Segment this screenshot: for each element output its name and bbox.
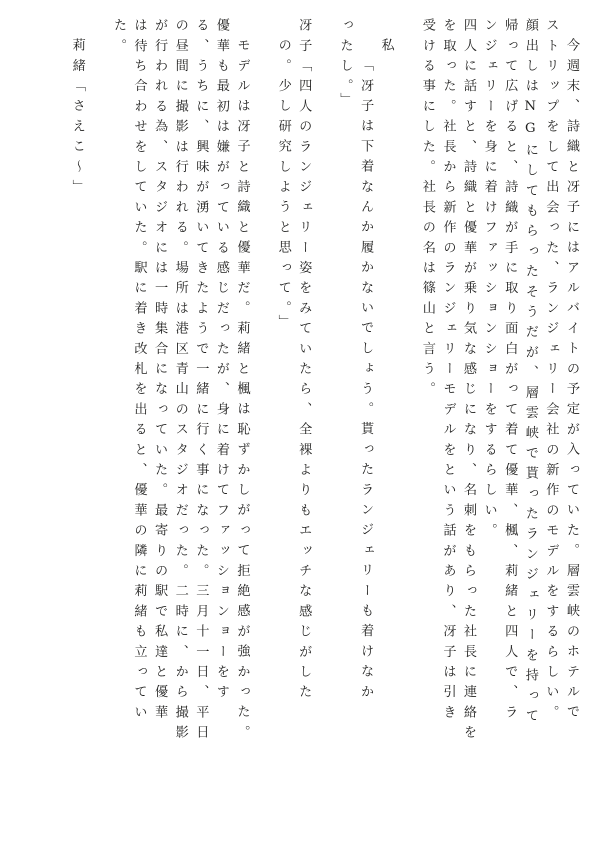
text-column: ストリップをして出会った、ランジェリー会社の新作のモデルをするらしい。 xyxy=(543,18,559,725)
text-column: 優華も最初は嫌がっている感じだったが、身に着けてファッションョーをす xyxy=(213,18,229,705)
text-column: 四人に話すと、詩織と優華が乗り気な感じになり、名刺をもらった社長に連絡を xyxy=(461,18,477,746)
text-column: 顔出しはNGにしてもらったそうだが、層雲峡で貰ったランジェリーを持って xyxy=(522,18,538,729)
text-column: 受ける事にした。社長の名は篠山と言う。 xyxy=(419,18,435,402)
text-column: ンジェリーを身に着けファッションショーをするらしい。 xyxy=(481,18,497,544)
text-column: は待ち合わせをしていた。駅に着き改札を出ると、優華の隣に莉緒も立ってい xyxy=(131,18,147,725)
text-column: 冴子「四人のランジェリー姿をみていたら、全裸よりもエッチな感じがした xyxy=(296,18,312,705)
text-column xyxy=(310,18,331,830)
text-column: 莉緒「さえこ〜」 xyxy=(69,38,85,200)
text-column xyxy=(393,18,414,830)
text-column: が行われる為、スタジオには一時集合になっていた。最寄りの駅で私達と優華 xyxy=(152,18,168,725)
text-column: 帰って広げると、詩織が手に取り面白がって着て優華、楓、莉緒と四人で、ラ xyxy=(502,18,518,725)
text-column xyxy=(249,18,270,830)
text-column: 「冴子は下着なんか履かないでしょう。貰ったランジェリーも着けなか xyxy=(358,58,374,705)
text-column: 今週末、詩織と冴子にはアルバイトの予定が入っていた。層雲峡のホテルで xyxy=(564,38,579,725)
text-column: モデルは冴子と詩織と優華だ。莉緒と楓は恥ずかしがって拒絶感が強かった。 xyxy=(234,38,250,746)
text-column: 私 xyxy=(378,38,394,59)
text-column: た。 xyxy=(110,18,126,59)
text-column: ったし。」 xyxy=(337,18,353,113)
text-column: を取った。社長から新作のランジェリーモデルをという話があり、冴子は引き xyxy=(440,18,456,725)
text-column: の昼間に撮影は行われる。場所は港区青山のスタジオだった。二時に、から撮影 xyxy=(172,18,188,746)
text-column: の。少し研究しようと思って。」 xyxy=(275,38,291,335)
text-column xyxy=(84,18,105,830)
vertical-text-body xyxy=(26,18,578,830)
text-column: る、うちに、興味が湧いてきたようで一緒に行く事になった。三月十一日、平日 xyxy=(193,18,209,746)
